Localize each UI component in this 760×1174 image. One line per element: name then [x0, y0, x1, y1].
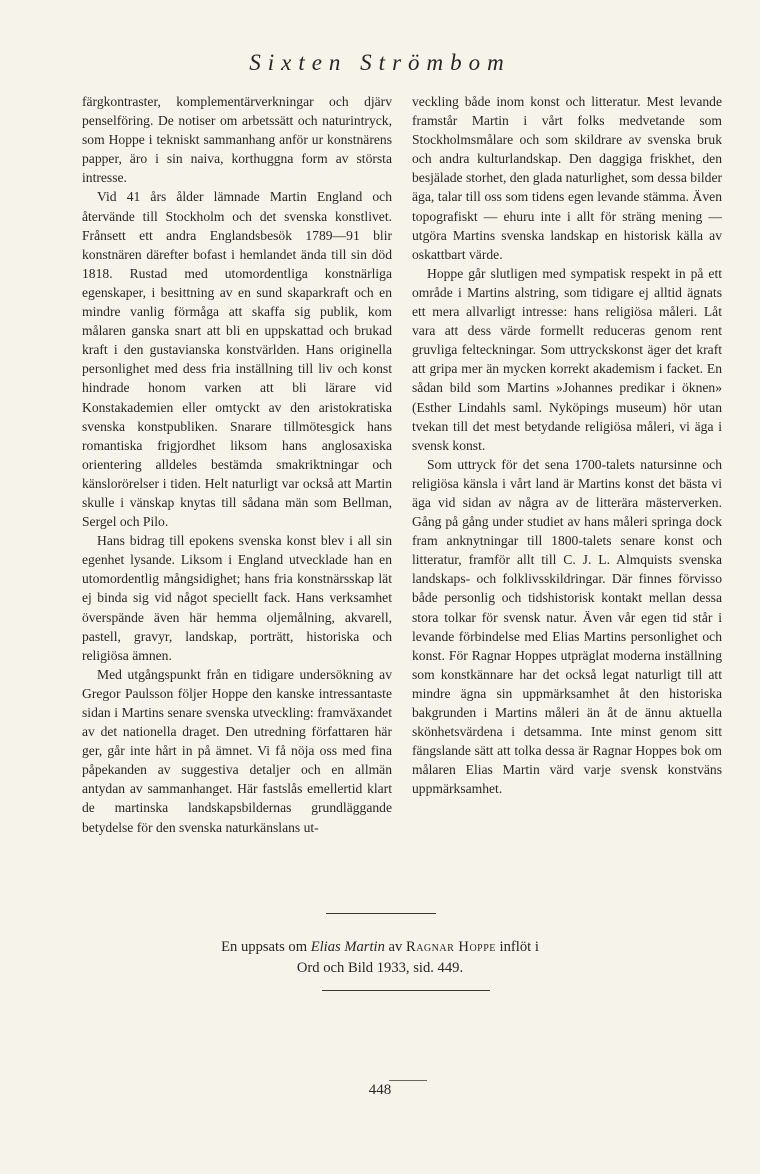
footnote-line-1 — [150, 937, 610, 958]
left-paragraph-4: Med utgångspunkt från en tidigare undersökning av Gregor Paulsson följer Hoppe den kanske intressantaste sidan i Martins senare svenska utveckling: framväxandet av det nationella draget. Den utredning författaren här ger, går inte hårt in på ämnet. Vi få nöja oss med fina påpekanden av suggestiva detaljer och en allmän antydan av sammanhanget. Här fastslås emellertid klart de martinska landskapsbildernas grundläggande betydelse för den svenska naturkänslans ut- — [82, 666, 392, 835]
right-paragraph-2: Hoppe går slutligen med sympatisk respekt in på ett område i Martins alstring, som tidigare ej alltid ägnats ett mera allvarligt intresse: hans religiösa måleri. Låt vara att dess värde formellt reduceras genom rent gruvliga felteckningar. Som uttryckskonst äger det kraft att gripa mer än mycken korrekt akademism i facket. En sådan bild som Martins »Johannes predikar i öknen» (Esther Lindahls saml. Nyköpings museum) hör utan tvekan till det mest betydande religiösa måleri, vi äga i svensk konst. — [412, 265, 722, 453]
footnote-author: Ragnar Hoppe — [405, 939, 496, 955]
right-paragraph-1: veckling både inom konst och litteratur. Mest levande framstår Martin i vårt folks medvetande som Stockholmsmålare och som skildrare av svenska bruk och andra kulturlandskap. Den daggiga friskhet, den besjälade storhet, den glada naturlighet, som dessa bilder äga, talar till oss som tidens egen levande stämma. Även topografiskt — ehuru inte i allt för sträng mening — utgöra Martins svenska landskap en historisk källa av oskattbart värde. — [412, 94, 722, 262]
left-column — [82, 92, 392, 837]
footnote-text-2: av — [384, 939, 406, 955]
page-number-rule — [389, 1080, 427, 1081]
footnote-line-2: Ord och Bild 1933, sid. 449. — [296, 960, 464, 976]
footnote-text-1: En uppsats om — [221, 939, 311, 955]
left-paragraph-3: Hans bidrag till epokens svenska konst blev i all sin egenhet lysande. Liksom i England utvecklade han en utomordentlig mångsidighet; hans fria konstnärsskap lät ej binda sig vid något speciellt fack. Hans verksamhet överspände även här hemma oljemålning, akvarell, pastell, gravyr, landskap, porträtt, historiska och religiösa ämnen. — [82, 533, 392, 663]
left-paragraph-1: färgkontraster, komplementärverkningar och djärv penselföring. De notiser om arbetssätt och naturintryck, som Hoppe i tekniskt sammanhang anför ur konstnärens papper, äro i sin naiva, korthuggna form av största intresse. — [82, 94, 392, 186]
footnote-top-rule — [326, 913, 436, 914]
footnote-book-title: Elias Martin — [310, 939, 385, 955]
running-head-title: Sixten Strömbom — [249, 50, 511, 75]
footnote-text-3: inflöt i — [495, 939, 539, 955]
right-column — [412, 92, 722, 798]
right-paragraph-3: Som uttryck för det sena 1700-talets natursinne och religiösa känsla i vårt land är Martins konst det bästa vi äga vid sidan av några av de litterära mästerverken. Gång på gång under studiet av hans måleri springa dock fram anknytningar till 1800-talets senare konst och litteratur, framför allt till C. J. L. Almquists svenska landskaps- och folklivsskildringar. Där finnes förvisso både personlig och tidshistorisk kontakt mellan dessa stora tolkar för svensk natur. Även vår egen tid står i levande förbindelse med Elias Martins personlighet och konst. För Ragnar Hoppes utpräglat moderna inställning som konstkännare har det också legat naturligt till att mindre ägna sin uppmärksamhet åt den historiska bakgrunden i Martins måleri än åt de ännu aktuella skönhetsvärdena i detsamma. Inte minst genom sitt fängslande sätt att tolka dessa är Ragnar Hoppes bok om målaren Elias Martin värd varje svensk konstväns uppmärksamhet. — [412, 456, 722, 797]
footnote — [150, 937, 610, 979]
left-paragraph-2: Vid 41 års ålder lämnade Martin England och återvände till Stockholm och det svenska konstlivet. Frånsett ett andra Englandsbesök 1789—91 blir konstnären därefter bofast i hemlandet ända till sin död 1818. Rustad med utomordentliga konstnärliga egenskaper, i besittning av en sund skaparkraft och en mindre vanlig förmåga att skaffa sig publik, kom målaren ganska snart att bli en uppskattad och brukad kraft i den gustavianska konstvärlden. Hans originella personlighet med dess fria inställning till liv och konst hindrade honom varken att bli lärare vid Konstakademien eller omtyckt av den aristokratiska svenska konstpubliken. Snarare tillmötesgick hans romantiska frigjordhet liksom hans anglosaxiska orientering alldeles bestämda smakriktningar och känslorörelser i tiden. Helt naturligt var också att Martin skulle i vänskap knytas till sådana män som Bellman, Sergel och Pilo. — [82, 189, 392, 530]
footnote-bottom-rule — [322, 990, 490, 991]
page-number: 448 — [368, 1082, 392, 1098]
